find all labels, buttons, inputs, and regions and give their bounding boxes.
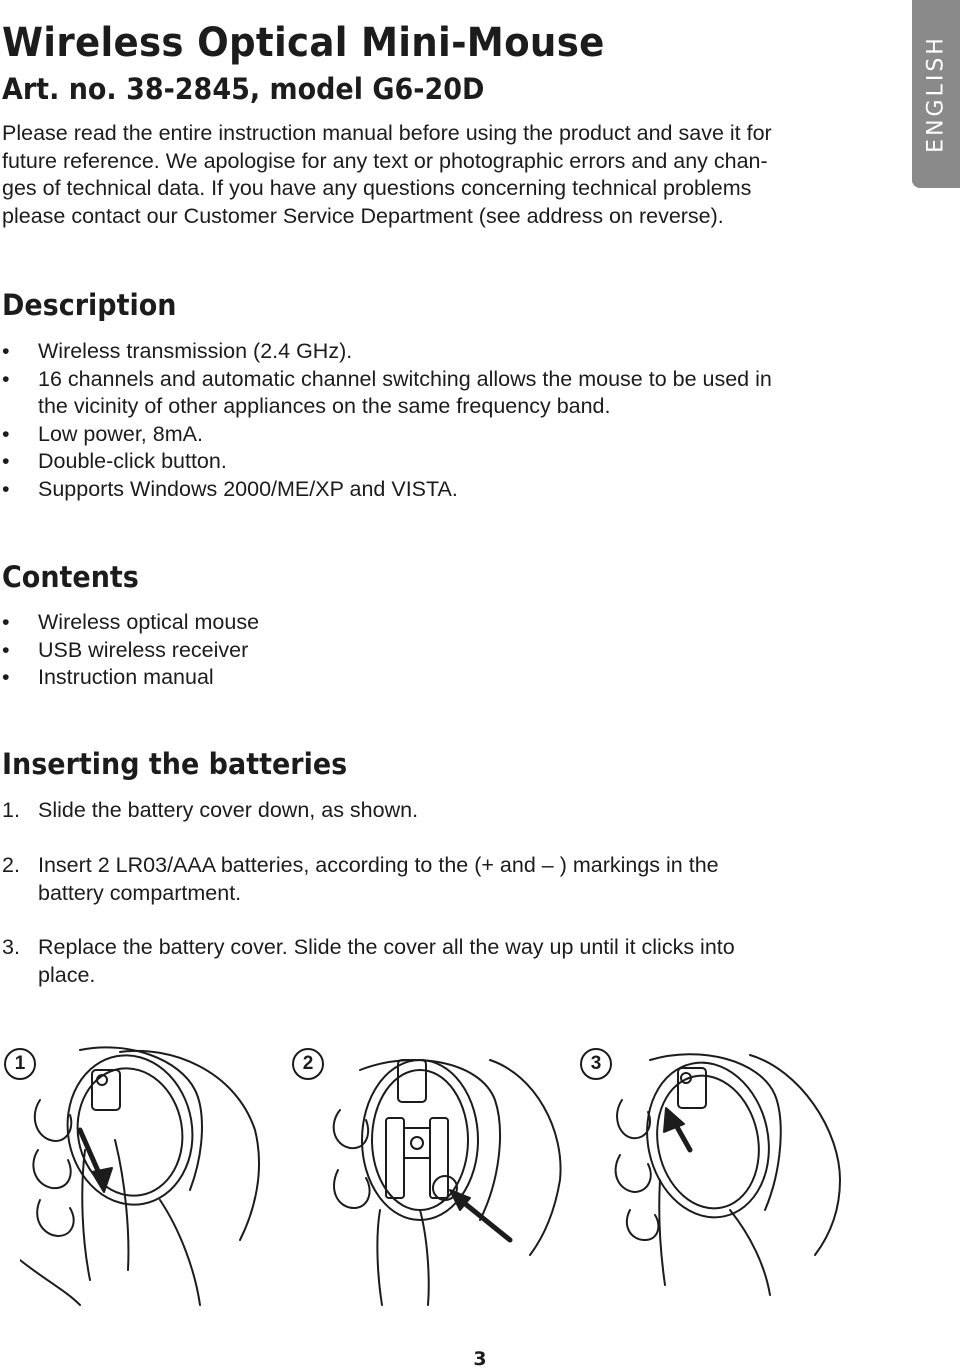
step-line: place. — [38, 962, 96, 987]
list-item — [2, 366, 842, 421]
step-line: Insert 2 LR03/AAA batteries, according to the (+ and – ) markings in the — [38, 853, 719, 877]
bullet: • — [2, 421, 10, 446]
list-item — [2, 476, 842, 504]
description-list — [2, 338, 842, 504]
list-item — [2, 448, 842, 476]
figure-1-badge: 1 — [4, 1048, 36, 1080]
contents-heading: Contents — [2, 560, 139, 594]
list-item-text: Double-click button. — [38, 449, 227, 474]
step-text — [38, 852, 719, 907]
list-item — [2, 637, 842, 665]
contents-list — [2, 609, 842, 692]
list-item — [2, 421, 842, 449]
hand-holding-mouse-battery-compartment-illustration — [320, 1040, 580, 1310]
list-item-text: the vicinity of other appliances on the same frequency band. — [38, 394, 611, 419]
list-item-text: Instruction manual — [38, 665, 214, 690]
list-item — [2, 664, 842, 692]
list-item-text: Supports Windows 2000/ME/XP and VISTA. — [38, 476, 458, 501]
page-title: Wireless Optical Mini-Mouse — [2, 20, 605, 66]
article-number: Art. no. 38-2845, model G6-20D — [2, 72, 485, 106]
bullet: • — [2, 665, 10, 690]
hand-holding-mouse-slide-up-illustration — [600, 1040, 860, 1300]
figure-2-badge: 2 — [292, 1048, 324, 1080]
step-number: 1. — [2, 798, 20, 822]
list-item — [2, 338, 842, 366]
step-line: Replace the battery cover. Slide the cover all the way up until it clicks into — [38, 935, 735, 959]
page-number: 3 — [473, 1348, 487, 1370]
language-tab — [912, 0, 960, 188]
bullet: • — [2, 449, 10, 474]
step-text — [38, 797, 418, 825]
step-text — [38, 934, 735, 989]
description-heading: Description — [2, 288, 177, 322]
hand-holding-mouse-slide-down-illustration — [20, 1040, 280, 1310]
intro-line: Please read the entire instruction manual before using the product and save it for — [2, 121, 772, 145]
step-line: battery compartment. — [38, 880, 242, 905]
bullet: • — [2, 366, 10, 391]
bullet: • — [2, 610, 10, 634]
intro-line: please contact our Customer Service Department (see address on reverse). — [2, 203, 724, 228]
bullet: • — [2, 637, 10, 662]
intro-line: future reference. We apologise for any text or photographic errors and any chan- — [2, 148, 768, 173]
list-item-text: 16 channels and automatic channel switching allows the mouse to be used in — [38, 366, 772, 391]
list-item-text: Low power, 8mA. — [38, 421, 203, 446]
step-number: 2. — [2, 853, 20, 877]
intro-line: ges of technical data. If you have any questions concerning technical problems — [2, 176, 752, 201]
figure-3-badge: 3 — [580, 1048, 612, 1080]
language-tab-label: ENGLISH — [923, 35, 949, 153]
list-item-text: USB wireless receiver — [38, 637, 249, 662]
batteries-heading: Inserting the batteries — [2, 747, 348, 781]
list-item — [2, 609, 842, 637]
bullet: • — [2, 339, 10, 363]
list-item-text: Wireless transmission (2.4 GHz). — [38, 339, 353, 363]
step-line: Slide the battery cover down, as shown. — [38, 798, 419, 822]
step-number: 3. — [2, 935, 20, 959]
list-item-text: Wireless optical mouse — [38, 610, 260, 634]
bullet: • — [2, 476, 10, 501]
intro-paragraph — [2, 120, 832, 230]
